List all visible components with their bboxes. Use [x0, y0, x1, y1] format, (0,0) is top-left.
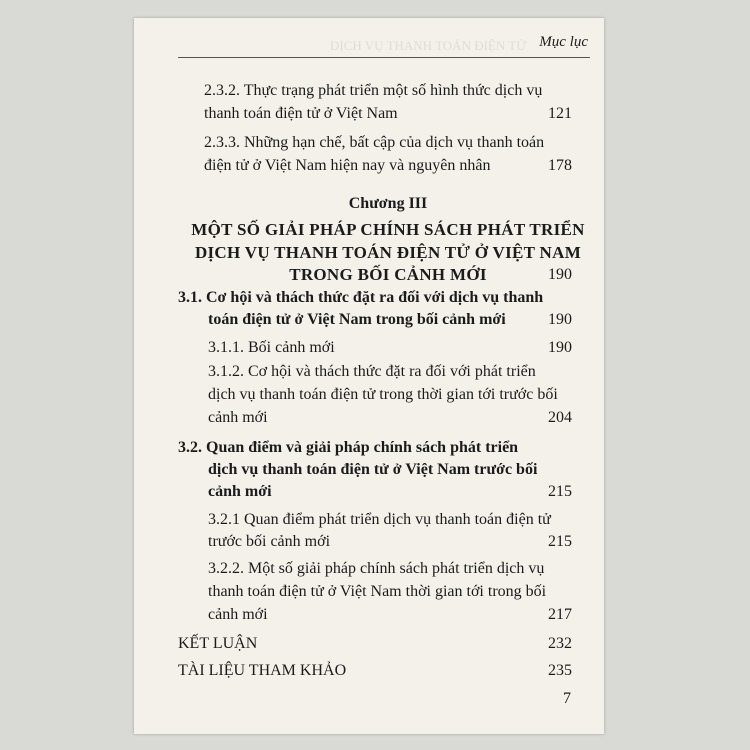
toc-page-number: 235 [548, 662, 572, 679]
toc-page-number: 215 [548, 483, 572, 500]
toc-entry-line: cảnh mới [208, 483, 272, 500]
toc-page-number: 121 [548, 105, 572, 122]
toc-entry-line: 3.2.2. Một số giải pháp chính sách phát triển dịch vụ [208, 560, 545, 577]
toc-entry-line: 2.3.2. Thực trạng phát triển một số hình thức dịch vụ [204, 82, 543, 99]
toc-entry-line: KẾT LUẬN [178, 635, 258, 652]
toc-page-number: 217 [548, 606, 572, 623]
toc-entry-line: dịch vụ thanh toán điện tử trong thời gian tới trước bối [208, 386, 558, 403]
toc-entry-line: toán điện tử ở Việt Nam trong bối cảnh mới [208, 311, 506, 328]
toc-page-number: 190 [548, 266, 572, 283]
toc-entry-line: cảnh mới [208, 409, 268, 426]
toc-entry-line: trước bối cảnh mới [208, 533, 331, 550]
toc-page-number: 190 [548, 339, 572, 356]
toc-entry-line: 3.2. Quan điểm và giải pháp chính sách phát triển [178, 439, 519, 456]
chapter-title-line: DỊCH VỤ THANH TOÁN ĐIỆN TỬ Ở VIỆT NAM [194, 243, 582, 262]
toc-page-number: 215 [548, 533, 572, 550]
toc-entry-line: dịch vụ thanh toán điện tử ở Việt Nam trước bối [208, 461, 538, 478]
toc-entry-line: TÀI LIỆU THAM KHẢO [178, 662, 347, 679]
toc-page-number: 178 [548, 157, 572, 174]
chapter-title-line: TRONG BỐI CẢNH MỚI [289, 265, 487, 284]
toc-entry-line: 3.1.1. Bối cảnh mới [208, 339, 335, 356]
toc-page-number: 204 [548, 409, 572, 426]
page-number: 7 [563, 690, 571, 707]
header-rule [178, 57, 590, 58]
running-head: Mục lục [539, 34, 588, 50]
toc-page-number: 190 [548, 311, 572, 328]
toc-entry-line: thanh toán điện tử ở Việt Nam [204, 105, 398, 122]
toc-page-number: 232 [548, 635, 572, 652]
toc-entry-line: 3.2.1 Quan điểm phát triển dịch vụ thanh toán điện tử [208, 511, 551, 528]
bleed-through-text: DỊCH VỤ THANH TOÁN ĐIỆN TỬ [330, 38, 527, 53]
chapter-title-line: MỘT SỐ GIẢI PHÁP CHÍNH SÁCH PHÁT TRIỂN [191, 220, 585, 239]
toc-entry-line: 3.1. Cơ hội và thách thức đặt ra đối với dịch vụ thanh [178, 289, 544, 306]
toc-entry-line: 2.3.3. Những hạn chế, bất cập của dịch vụ thanh toán [204, 134, 545, 151]
toc-entry-line: cảnh mới [208, 606, 268, 623]
toc-entry-line: điện tử ở Việt Nam hiện nay và nguyên nhân [204, 157, 491, 174]
chapter-label: Chương III [348, 195, 428, 212]
toc-entry-line: 3.1.2. Cơ hội và thách thức đặt ra đối với phát triển [208, 363, 536, 380]
toc-entry-line: thanh toán điện tử ở Việt Nam thời gian tới trong bối [208, 583, 547, 600]
